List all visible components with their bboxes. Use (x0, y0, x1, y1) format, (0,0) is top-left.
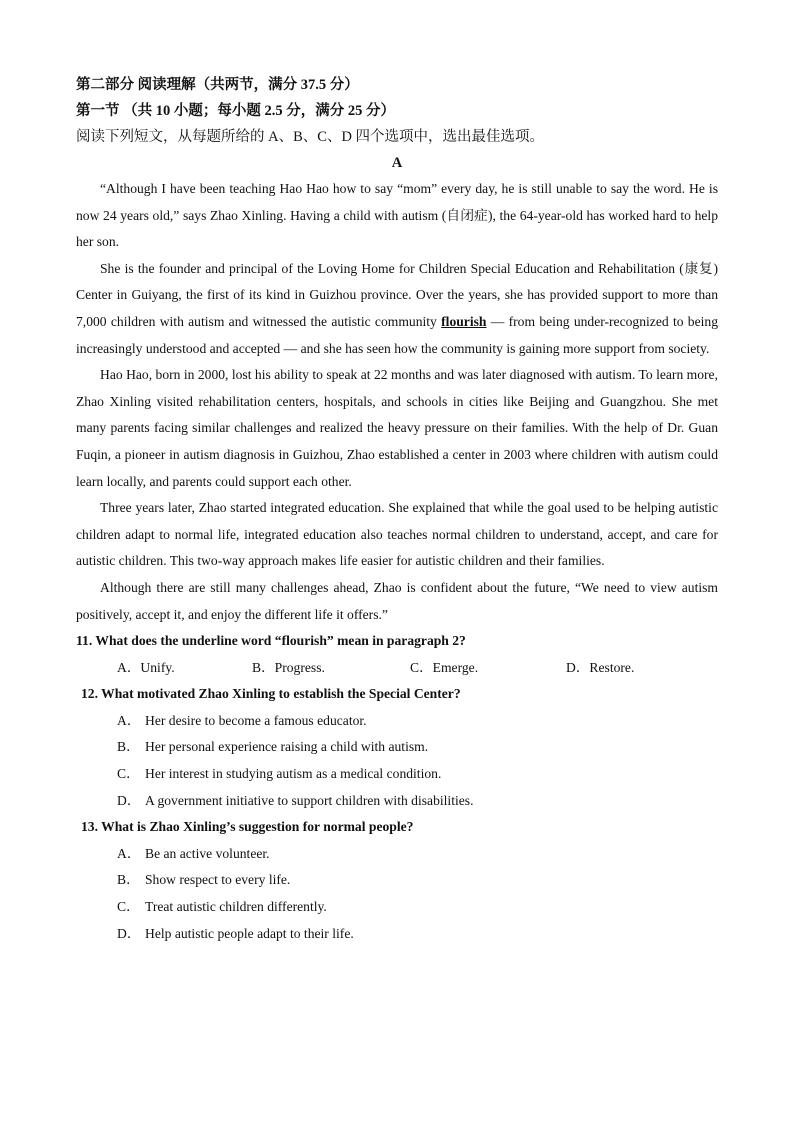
option-text: Progress. (274, 659, 325, 675)
underlined-word-flourish: flourish (441, 313, 487, 329)
passage-paragraph-2 (76, 256, 718, 362)
section-title: 第二部分 阅读理解（共两节，满分 37.5 分） (76, 77, 359, 93)
option-c[interactable] (410, 655, 478, 682)
option-text: Unify. (140, 659, 175, 675)
option-letter: C． (117, 766, 140, 782)
option-letter: B． (117, 739, 140, 755)
paragraph-2-text-after: — from being under-recognized to being increasingly understood and accepted — and she has seen how the community is gaining more support from society. (76, 313, 719, 356)
option-letter: B． (117, 872, 140, 888)
paragraph-2-text-before: She is the founder and principal of the Loving Home for Children Special Education and Rehabilitation (康复) Center in Guiyang, the first of its kind in Guizhou province. Over the years, she has provided support to more than 7,000 children with autism and witnessed the autistic community (76, 260, 718, 329)
option-letter: D． (566, 659, 590, 675)
option-b[interactable] (76, 734, 718, 761)
question-11-stem: 11. What does the underline word “flourish” mean in paragraph 2? (76, 633, 466, 649)
option-text: Her desire to become a famous educator. (145, 712, 367, 728)
option-d[interactable] (76, 921, 718, 948)
option-letter: D． (117, 792, 141, 808)
option-text: A government initiative to support children with disabilities. (145, 792, 474, 808)
option-letter: A． (117, 845, 141, 861)
option-c[interactable] (76, 894, 718, 921)
option-b[interactable] (76, 867, 718, 894)
option-letter: C． (410, 659, 433, 675)
question-11-options (76, 655, 718, 682)
option-text: Emerge. (432, 659, 479, 675)
option-letter: D． (117, 925, 141, 941)
option-b[interactable] (252, 655, 325, 682)
option-text: Help autistic people adapt to their life. (145, 925, 354, 941)
option-text: Show respect to every life. (145, 872, 291, 888)
option-text: Her interest in studying autism as a medical condition. (145, 766, 442, 782)
passage-paragraph-1: “Although I have been teaching Hao Hao how to say “mom” every day, he is still unable to say the word. He is now 24 years old,” says Zhao Xinling. Having a child with autism (自闭症), the 64-year-old has worked hard to help her son. (76, 181, 718, 250)
option-text: Treat autistic children differently. (145, 899, 327, 915)
option-a[interactable] (117, 655, 175, 682)
option-d[interactable] (566, 655, 634, 682)
option-d[interactable] (76, 788, 718, 815)
option-letter: A． (117, 659, 141, 675)
question-12-stem: 12. What motivated Zhao Xinling to establish the Special Center? (81, 686, 461, 702)
passage-paragraph-5: Although there are still many challenges ahead, Zhao is confident about the future, “We need to view autism positively, accept it, and enjoy the different life it offers.” (76, 579, 718, 622)
passage-paragraph-3: Hao Hao, born in 2000, lost his ability to speak at 22 months and was later diagnosed with autism. To learn more, Zhao Xinling visited rehabilitation centers, hospitals, and schools in cities like Beijing and Guangzhou. She met many parents facing similar challenges and realized the heavy pressure on their families. With the help of Dr. Guan Fuqin, a pioneer in autism diagnosis in Guizhou, Zhao established a center in 2003 where children with autism could learn locally, and parents could support each other. (76, 367, 718, 489)
passage-paragraph-4: Three years later, Zhao started integrated education. She explained that while the goal used to be helping autistic children adapt to normal life, integrated education also teaches normal children to understand, accept, and care for autistic children. This two-way approach makes life easier for autistic children and their families. (76, 500, 718, 569)
passage-label: A (391, 155, 403, 171)
option-a[interactable] (76, 708, 718, 735)
option-letter: B． (252, 659, 275, 675)
option-text: Her personal experience raising a child with autism. (145, 739, 429, 755)
subsection-title: 第一节 （共 10 小题；每小题 2.5 分，满分 25 分） (76, 103, 395, 119)
option-c[interactable] (76, 761, 718, 788)
option-letter: C． (117, 899, 140, 915)
option-text: Be an active volunteer. (145, 845, 270, 861)
exam-page (76, 72, 718, 947)
option-text: Restore. (589, 659, 635, 675)
question-13-stem: 13. What is Zhao Xinling’s suggestion for normal people? (81, 819, 414, 835)
option-a[interactable] (76, 841, 718, 868)
instruction-text: 阅读下列短文，从每题所给的 A、B、C、D 四个选项中，选出最佳选项。 (76, 129, 545, 145)
option-letter: A． (117, 712, 141, 728)
